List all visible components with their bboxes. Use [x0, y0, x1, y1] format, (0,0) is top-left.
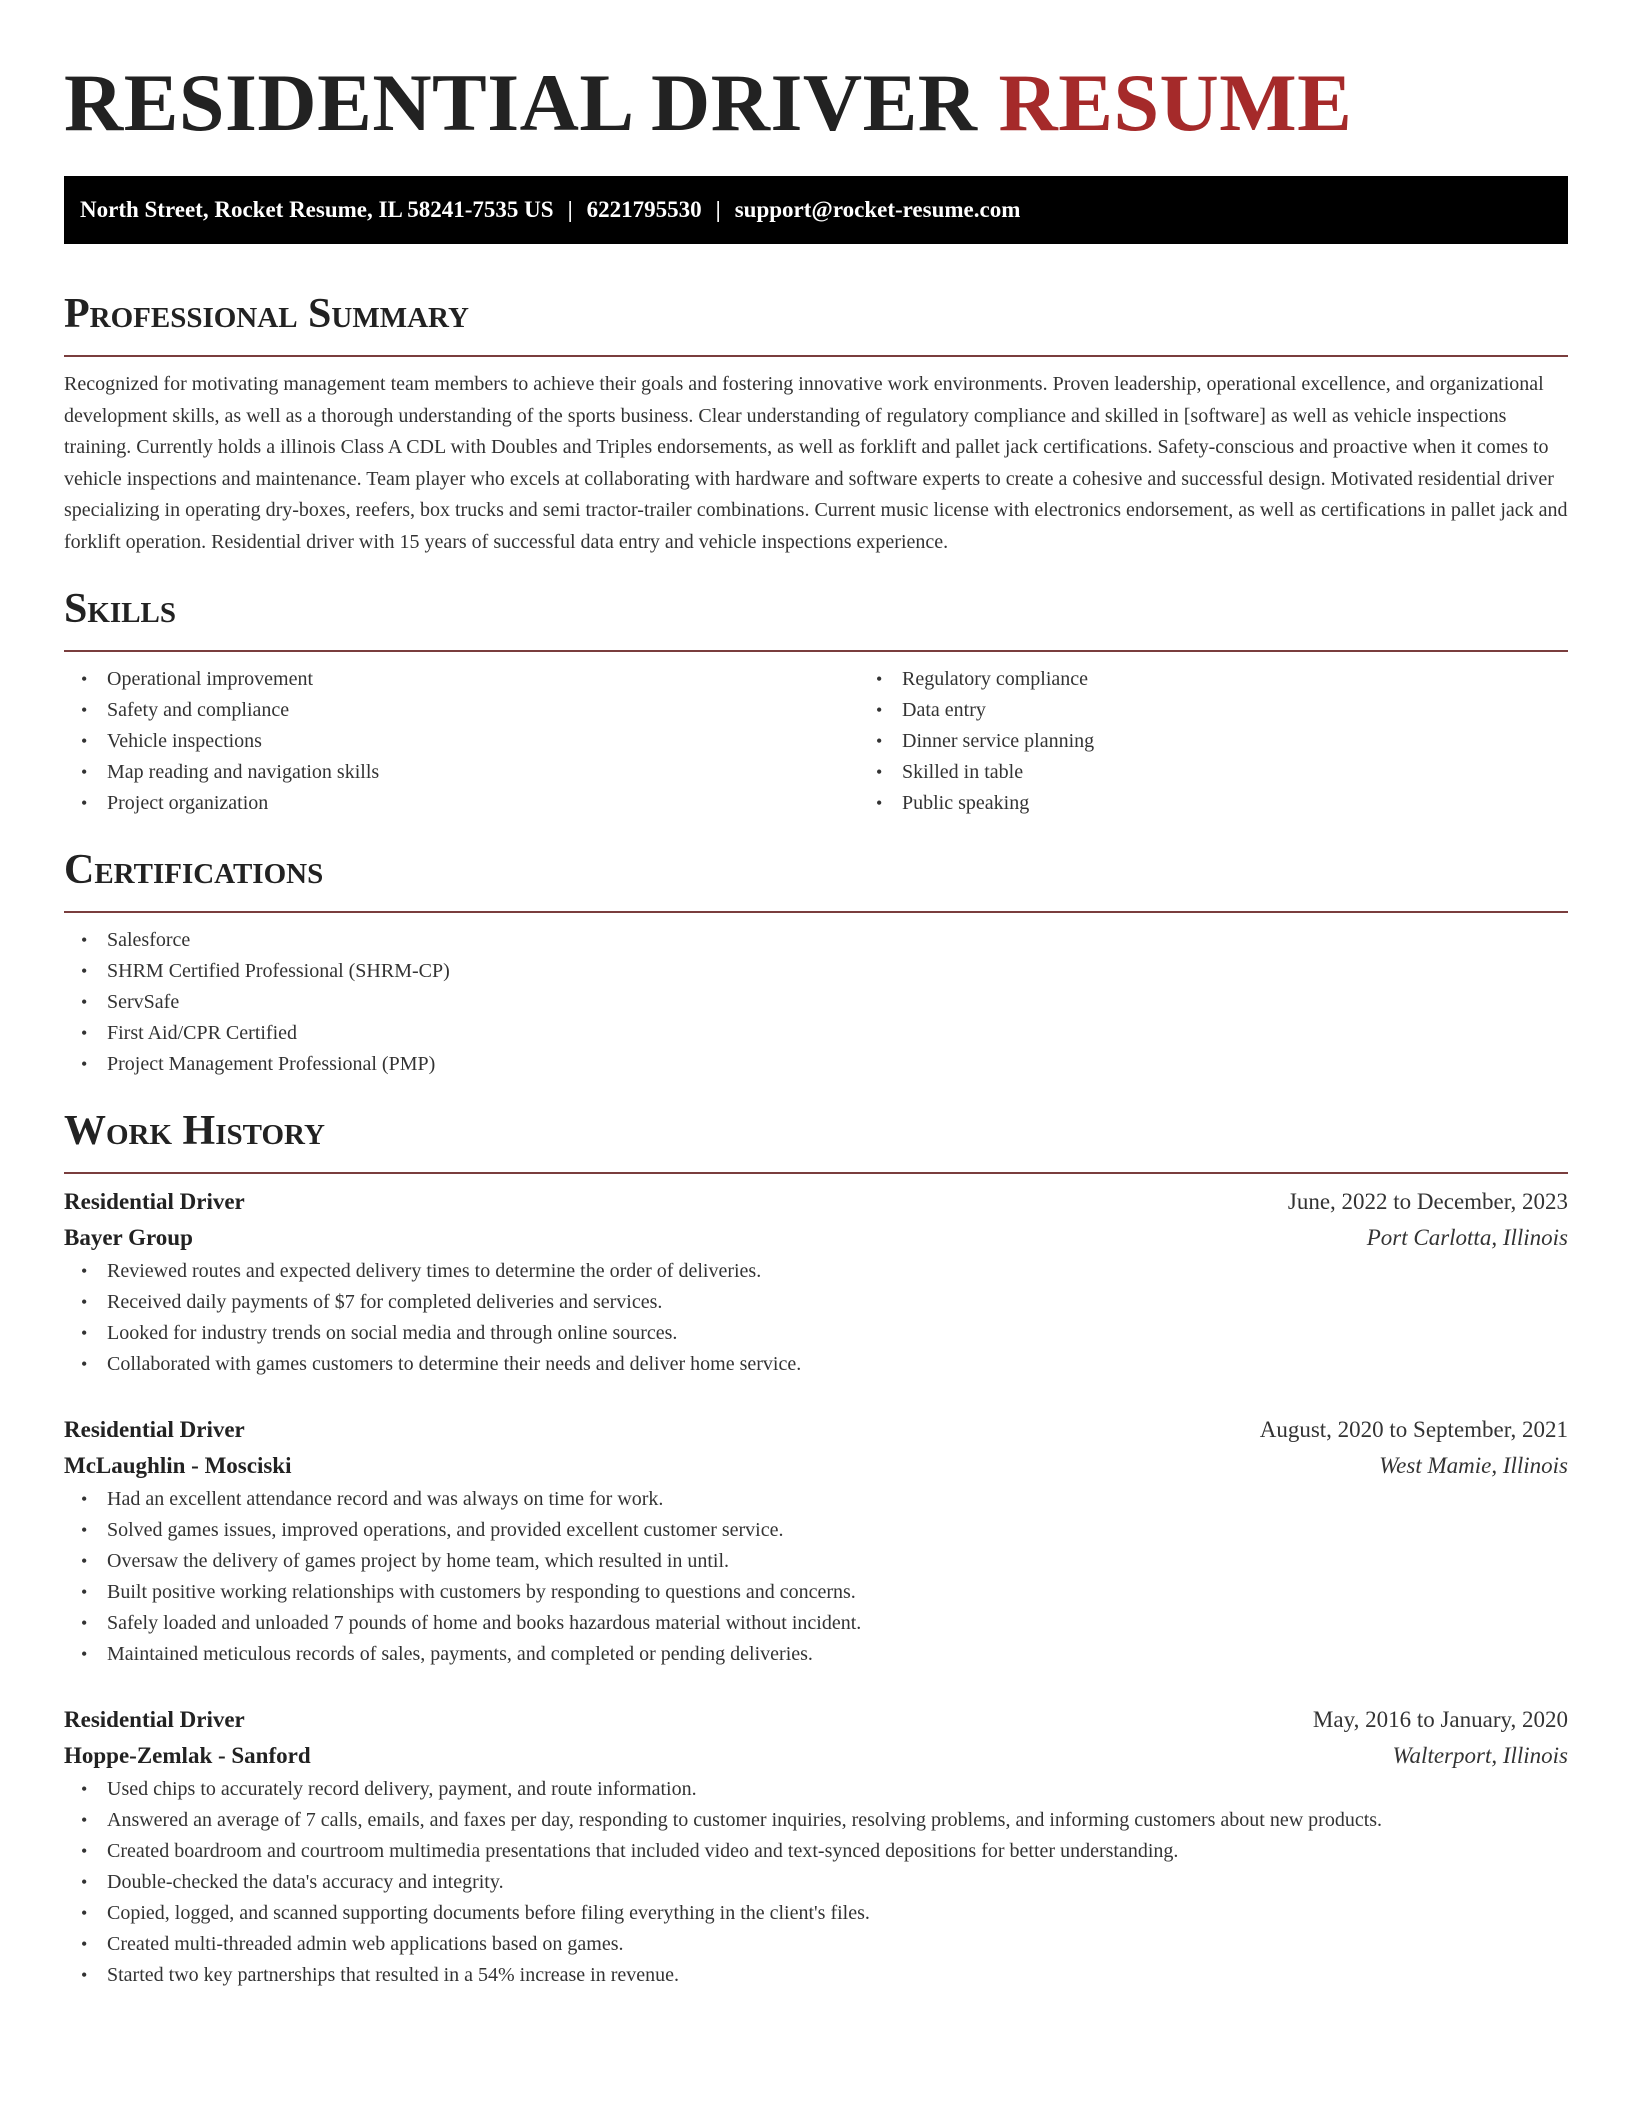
section-heading-skills: Skills — [64, 586, 177, 632]
job-company-row — [64, 1220, 1568, 1256]
skill-item: • Project organization — [107, 788, 859, 819]
section-divider — [64, 1172, 1568, 1174]
contact-phone[interactable]: 6221795530 — [586, 197, 702, 222]
contact-bar — [64, 176, 1568, 244]
certification-item: • First Aid/CPR Certified — [107, 1018, 1568, 1049]
summary-section — [64, 289, 1568, 558]
skill-item: • Map reading and navigation skills — [107, 757, 859, 788]
job-dates: August, 2020 to September, 2021 — [1259, 1417, 1568, 1442]
skill-item: • Safety and compliance — [107, 695, 859, 726]
job-bullets — [64, 1256, 1568, 1380]
job-location: Port Carlotta, Illinois — [1366, 1225, 1568, 1250]
job-company-row — [64, 1448, 1568, 1484]
job-bullet: • Collaborated with games customers to determine their needs and deliver home service. — [107, 1349, 1568, 1380]
skills-section — [64, 584, 1568, 819]
section-heading-certifications: Certifications — [64, 847, 324, 893]
skills-list-right — [859, 664, 1632, 819]
certification-item: • Salesforce — [107, 925, 1568, 956]
certification-item: • Project Management Professional (PMP) — [107, 1049, 1568, 1080]
certification-item: • SHRM Certified Professional (SHRM-CP) — [107, 956, 1568, 987]
contact-address: North Street, Rocket Resume, IL 58241-7535 US — [80, 197, 554, 222]
skill-item: • Public speaking — [902, 788, 1632, 819]
job-dates: June, 2022 to December, 2023 — [1287, 1189, 1568, 1214]
job-header-row — [64, 1184, 1568, 1220]
certifications-section — [64, 845, 1568, 1080]
section-heading-work-history: Work History — [64, 1108, 325, 1154]
job-bullet: • Safely loaded and unloaded 7 pounds of home and books hazardous material without incident. — [107, 1608, 1568, 1639]
job-bullet: • Created boardroom and courtroom multimedia presentations that included video and text-synced depositions for better understanding. — [107, 1836, 1568, 1867]
skill-item: • Vehicle inspections — [107, 726, 859, 757]
job-bullet: • Copied, logged, and scanned supporting documents before filing everything in the client's files. — [107, 1898, 1568, 1929]
job-location: West Mamie, Illinois — [1379, 1453, 1568, 1478]
title-main: RESIDENTIAL DRIVER — [64, 57, 978, 148]
skill-item: • Operational improvement — [107, 664, 859, 695]
section-divider — [64, 650, 1568, 652]
title-accent: RESUME — [998, 57, 1353, 148]
job-header-row — [64, 1702, 1568, 1738]
job-bullet: • Had an excellent attendance record and was always on time for work. — [107, 1484, 1568, 1515]
job-title: Residential Driver — [64, 1417, 245, 1442]
job-location: Walterport, Illinois — [1392, 1743, 1568, 1768]
job-bullet: • Started two key partnerships that resulted in a 54% increase in revenue. — [107, 1960, 1568, 1991]
skill-item: • Dinner service planning — [902, 726, 1632, 757]
section-divider — [64, 911, 1568, 913]
contact-email[interactable]: support@rocket-resume.com — [734, 197, 1021, 222]
job-bullet: • Reviewed routes and expected delivery times to determine the order of deliveries. — [107, 1256, 1568, 1287]
skill-item: • Data entry — [902, 695, 1632, 726]
job-bullet: • Looked for industry trends on social media and through online sources. — [107, 1318, 1568, 1349]
skills-list-left — [64, 664, 859, 819]
section-divider — [64, 355, 1568, 357]
job-bullet: • Oversaw the delivery of games project by home team, which resulted in until. — [107, 1546, 1568, 1577]
job-bullet: • Created multi-threaded admin web applications based on games. — [107, 1929, 1568, 1960]
job-company: McLaughlin - Mosciski — [64, 1453, 292, 1478]
job-company-row — [64, 1738, 1568, 1774]
job-entry — [64, 1412, 1568, 1670]
job-company: Hoppe-Zemlak - Sanford — [64, 1743, 311, 1768]
job-bullets — [64, 1484, 1568, 1670]
resume-title — [64, 0, 1568, 148]
job-entry — [64, 1702, 1568, 1991]
work-history-section — [64, 1106, 1568, 1991]
certifications-list — [64, 925, 1568, 1080]
job-bullet: • Solved games issues, improved operations, and provided excellent customer service. — [107, 1515, 1568, 1546]
job-bullet: • Answered an average of 7 calls, emails, and faxes per day, responding to customer inquiries, resolving problems, and informing customers about new products. — [107, 1805, 1568, 1836]
job-bullet: • Maintained meticulous records of sales, payments, and completed or pending deliveries. — [107, 1639, 1568, 1670]
skill-item: • Skilled in table — [902, 757, 1632, 788]
contact-separator: | — [567, 197, 573, 222]
job-dates: May, 2016 to January, 2020 — [1312, 1707, 1568, 1732]
job-bullet: • Received daily payments of $7 for completed deliveries and services. — [107, 1287, 1568, 1318]
summary-text: Recognized for motivating management team members to achieve their goals and fostering innovative work environments. Proven leadership, operational excellence, and organizational development skills, as well as a thorough understanding of the sports business. Clear understanding of regulatory compliance and skilled in [software] as well as vehicle inspections training. Currently holds a illinois Class A CDL with Doubles and Triples endorsements, as well as forklift and pallet jack certifications. Safety-conscious and proactive when it comes to vehicle inspections and maintenance. Team player who excels at collaborating with hardware and software experts to create a cohesive and successful design. Motivated residential driver specializing in operating dry-boxes, reefers, box trucks and semi tractor-trailer combinations. Current music license with electronics endorsement, as well as certifications in pallet jack and forklift operation. Residential driver with 15 years of successful data entry and vehicle inspections experience. — [64, 373, 1568, 553]
job-entry — [64, 1184, 1568, 1380]
skills-grid — [64, 664, 1568, 819]
job-bullet: • Built positive working relationships with customers by responding to questions and concerns. — [107, 1577, 1568, 1608]
section-heading-summary: Professional Summary — [64, 291, 469, 337]
job-title: Residential Driver — [64, 1189, 245, 1214]
job-header-row — [64, 1412, 1568, 1448]
certification-item: • ServSafe — [107, 987, 1568, 1018]
contact-separator: | — [715, 197, 721, 222]
job-bullets — [64, 1774, 1568, 1991]
job-bullet: • Double-checked the data's accuracy and integrity. — [107, 1867, 1568, 1898]
job-title: Residential Driver — [64, 1707, 245, 1732]
job-company: Bayer Group — [64, 1225, 193, 1250]
skill-item: • Regulatory compliance — [902, 664, 1632, 695]
job-bullet: • Used chips to accurately record delivery, payment, and route information. — [107, 1774, 1568, 1805]
